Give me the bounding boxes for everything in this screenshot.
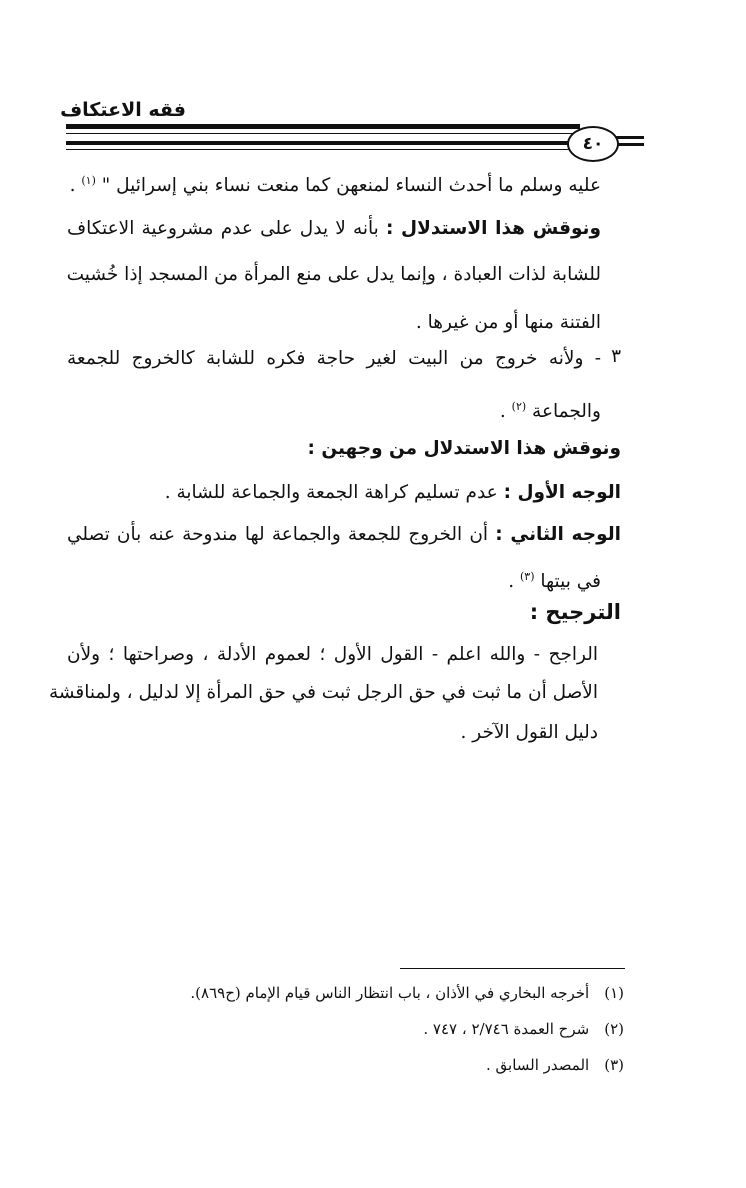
footnote-text: أخرجه البخاري في الأذان ، باب انتظار الناس قيام الإمام (ح٨٦٩). <box>190 984 590 1002</box>
text-run: . <box>499 401 512 423</box>
text-line <box>500 394 601 425</box>
header-rule <box>66 133 580 134</box>
text-line <box>70 168 601 199</box>
text-line <box>165 480 621 506</box>
text-line: للشابة لذات العبادة ، وإنما يدل على منع المرأة من المسجد إذا خُشيت <box>66 264 601 285</box>
footnote-text: المصدر السابق . <box>486 1056 590 1074</box>
text-line <box>508 564 601 595</box>
text-run: عليه وسلم ما أحدث النساء لمنعهن كما منعت نساء بني إسرائيل " <box>95 175 601 197</box>
text-line: الأصل أن ما ثبت في حق الرجل ثبت في حق المرأة إلا لدليل ، ولمناقشة <box>49 682 598 703</box>
footnote-ref[interactable]: (٣) <box>519 570 535 583</box>
footnote-number: (٣) <box>604 1056 624 1074</box>
text-run: . <box>508 571 520 593</box>
footnote <box>486 1056 624 1074</box>
header-rule <box>66 124 580 129</box>
footnote-number: (٢) <box>604 1020 624 1038</box>
footnote-text: شرح العمدة ٢/٧٤٦ ، ٧٤٧ . <box>423 1020 590 1038</box>
text-run: عدم تسليم كراهة الجمعة والجماعة للشابة . <box>164 482 504 503</box>
header-rule <box>66 141 580 145</box>
bold-label: الوجه الأول : <box>503 482 621 503</box>
footnote-number: (١) <box>604 984 624 1002</box>
text-line: الراجح - والله اعلم - القول الأول ؛ لعموم الأدلة ، وصراحتها ؛ ولأن <box>67 644 598 665</box>
section-heading: ونوقش هذا الاستدلال من وجهين : <box>307 438 621 459</box>
text-run: في بيتها <box>534 571 601 593</box>
text-line: دليل القول الآخر . <box>460 722 598 743</box>
page-number: ٤٠ <box>567 126 619 162</box>
tarjih-heading: الترجيح : <box>529 600 621 624</box>
text-run: والجماعة <box>526 401 601 423</box>
bold-label: ونوقش هذا الاستدلال : <box>385 218 602 239</box>
footnote-ref[interactable]: (٢) <box>511 400 527 413</box>
footnote <box>423 1020 624 1038</box>
header-rule <box>66 149 580 150</box>
text-line: - ولأنه خروج من البيت لغير حاجة فكره للشابة كالخروج للجمعة <box>67 348 601 369</box>
bold-label: الوجه الثاني : <box>495 524 621 545</box>
list-number: ٣ <box>611 346 621 367</box>
footnote-ref[interactable]: (١) <box>81 174 96 187</box>
text-line <box>67 522 621 548</box>
running-title: فقه الاعتكاف <box>60 99 186 121</box>
text-line <box>67 216 601 242</box>
footnote <box>190 984 624 1002</box>
text-run: بأنه لا يدل على عدم مشروعية الاعتكاف <box>67 218 386 239</box>
text-run: . <box>69 175 82 197</box>
text-line: الفتنة منها أو من غيرها . <box>415 312 601 333</box>
text-run: أن الخروج للجمعة والجماعة لها مندوحة عنه بأن تصلي <box>67 524 496 545</box>
footnote-separator <box>400 968 625 969</box>
